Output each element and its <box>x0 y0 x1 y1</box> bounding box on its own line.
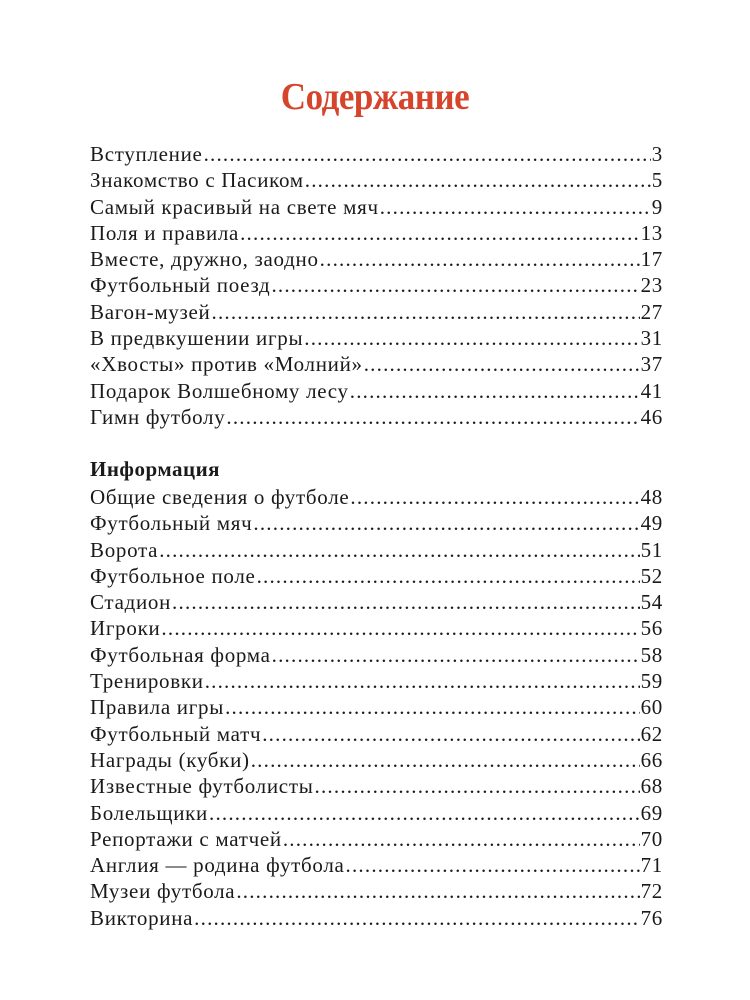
toc-entry <box>90 167 663 193</box>
toc-entry <box>90 141 663 167</box>
toc-entry <box>90 589 663 615</box>
toc-entry-title: Знакомство с Пасиком <box>90 168 304 193</box>
toc-dot-leader <box>262 721 639 747</box>
toc-dot-leader <box>350 484 639 510</box>
toc-dot-leader <box>346 852 640 878</box>
toc-dot-leader <box>304 325 639 351</box>
toc-entry <box>90 721 663 747</box>
toc-entry-title: Вагон-музей <box>90 299 211 324</box>
toc-dot-leader <box>194 905 639 931</box>
toc-entry-page-number: 5 <box>651 168 663 193</box>
toc-entry-title: Ворота <box>90 537 159 562</box>
toc-entry <box>90 668 663 694</box>
toc-entry <box>90 773 663 799</box>
toc-entry <box>90 747 663 773</box>
toc-entry-title: Правила игры <box>90 695 225 720</box>
toc-entry-title: Футбольное поле <box>90 563 256 588</box>
toc-entry-page-number: 59 <box>640 669 663 694</box>
toc-entry-title: Игроки <box>90 616 161 641</box>
toc-entry <box>90 194 663 220</box>
toc-entry-title: Гимн футболу <box>90 404 226 429</box>
toc-entry-page-number: 31 <box>640 326 663 351</box>
toc-entry <box>90 220 663 246</box>
toc-entry-page-number: 76 <box>640 905 663 930</box>
toc-entry-page-number: 9 <box>651 194 663 219</box>
toc-entry-title: Англия — родина футбола <box>90 853 345 878</box>
toc-entry-title: Вступление <box>90 142 203 166</box>
toc-dot-leader <box>209 800 640 826</box>
toc-entry-title: Футбольный поезд <box>90 273 271 298</box>
toc-dot-leader <box>204 141 651 167</box>
toc-entry <box>90 246 663 272</box>
toc-entry-title: Футбольный мяч <box>90 511 253 536</box>
toc-entry <box>90 510 663 536</box>
toc-entry-page-number: 58 <box>640 642 663 667</box>
toc-dot-leader <box>236 878 639 904</box>
toc-entry <box>90 404 663 430</box>
toc-dot-leader <box>172 589 640 615</box>
toc-entry-page-number: 62 <box>640 721 663 746</box>
toc-entry-page-number: 68 <box>640 774 663 799</box>
toc-dot-leader <box>159 537 639 563</box>
toc-entry <box>90 615 663 641</box>
toc-entry <box>90 694 663 720</box>
toc-dot-leader <box>364 351 640 377</box>
toc-dot-leader <box>205 668 640 694</box>
section-heading-info: Информация <box>90 457 221 481</box>
toc-dot-leader <box>350 378 640 404</box>
toc-entry <box>90 563 663 589</box>
toc-main-list <box>90 141 663 430</box>
toc-entry-page-number: 41 <box>640 378 663 403</box>
toc-entry-page-number: 66 <box>640 747 663 772</box>
toc-entry-page-number: 71 <box>640 853 663 878</box>
toc-entry-title: Болельщики <box>90 800 208 825</box>
toc-entry-title: Вместе, дружно, заодно <box>90 247 319 272</box>
toc-entry-page-number: 52 <box>640 563 663 588</box>
toc-entry-page-number: 48 <box>640 485 663 509</box>
toc-dot-leader <box>315 773 640 799</box>
toc-entry <box>90 378 663 404</box>
toc-entry <box>90 351 663 377</box>
toc-dot-leader <box>226 404 639 430</box>
toc-entry-title: Тренировки <box>90 669 204 694</box>
toc-entry <box>90 272 663 298</box>
toc-entry-title: Футбольная форма <box>90 642 271 667</box>
toc-entry-page-number: 51 <box>640 537 663 562</box>
toc-dot-leader <box>225 694 640 720</box>
toc-entry-page-number: 46 <box>640 404 663 429</box>
toc-entry <box>90 642 663 668</box>
toc-entry <box>90 484 663 510</box>
toc-entry-title: Общие сведения о футболе <box>90 485 350 509</box>
toc-entry-page-number: 69 <box>640 800 663 825</box>
toc-entry-title: Известные футболисты <box>90 774 314 799</box>
toc-entry <box>90 852 663 878</box>
toc-dot-leader <box>212 299 640 325</box>
toc-dot-leader <box>283 826 640 852</box>
page-title: Содержание <box>280 76 470 118</box>
toc-dot-leader <box>253 510 639 536</box>
toc-entry-title: Викторина <box>90 905 194 930</box>
toc-entry <box>90 537 663 563</box>
toc-dot-leader <box>272 642 640 668</box>
toc-entry <box>90 826 663 852</box>
toc-dot-leader <box>380 194 651 220</box>
toc-entry-page-number: 27 <box>640 299 663 324</box>
toc-entry-page-number: 17 <box>640 247 663 272</box>
toc-entry-page-number: 70 <box>640 826 663 851</box>
toc-entry-title: Награды (кубки) <box>90 747 250 772</box>
toc-entry-page-number: 13 <box>640 220 663 245</box>
toc-entry <box>90 299 663 325</box>
toc-entry-title: Подарок Волшебному лесу <box>90 378 349 403</box>
toc-dot-leader <box>161 615 639 641</box>
toc-entry <box>90 800 663 826</box>
toc-entry-title: Стадион <box>90 590 172 615</box>
toc-entry-page-number: 72 <box>640 879 663 904</box>
toc-entry-title: Поля и правила <box>90 220 240 245</box>
toc-entry-title: Футбольный матч <box>90 721 262 746</box>
toc-dot-leader <box>257 563 640 589</box>
toc-dot-leader <box>320 246 640 272</box>
toc-entry-page-number: 54 <box>640 590 663 615</box>
toc-dot-leader <box>251 747 640 773</box>
toc-entry-page-number: 56 <box>640 616 663 641</box>
toc-info-list <box>90 484 663 931</box>
toc-dot-leader <box>305 167 651 193</box>
toc-entry <box>90 878 663 904</box>
toc-entry-title: Самый красивый на свете мяч <box>90 194 379 219</box>
toc-entry-title: «Хвосты» против «Молний» <box>90 352 363 377</box>
toc-entry-title: Музеи футбола <box>90 879 236 904</box>
toc-entry-page-number: 60 <box>640 695 663 720</box>
toc-entry-page-number: 37 <box>640 352 663 377</box>
toc-entry-page-number: 3 <box>651 142 663 166</box>
toc-dot-leader <box>271 272 639 298</box>
toc-entry-page-number: 49 <box>640 511 663 536</box>
toc-entry-page-number: 23 <box>640 273 663 298</box>
toc-entry <box>90 325 663 351</box>
toc-dot-leader <box>240 220 640 246</box>
toc-entry <box>90 905 663 931</box>
toc-entry-title: В предвкушении игры <box>90 326 304 351</box>
toc-entry-title: Репортажи с матчей <box>90 826 282 851</box>
